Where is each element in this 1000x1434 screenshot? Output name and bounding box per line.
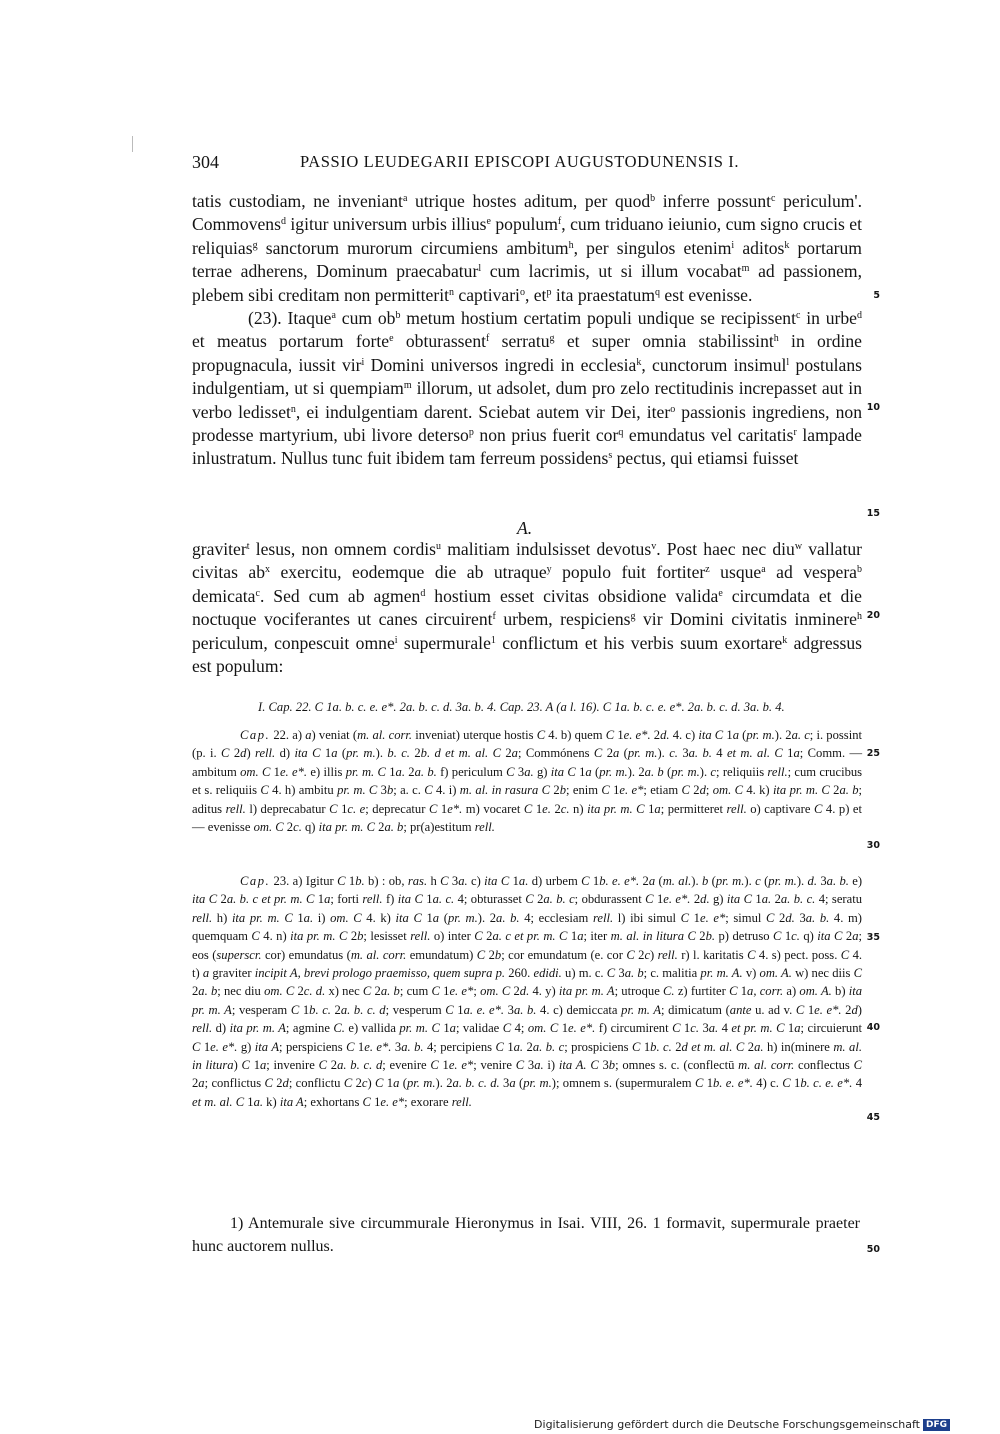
credit-text: Digitalisierung gefördert durch die Deutsche Forschungsgemeinschaft	[534, 1418, 920, 1431]
footnote	[192, 1212, 860, 1258]
digitization-credit	[534, 1418, 950, 1431]
line-number-40: 40	[866, 1022, 880, 1033]
main-text	[192, 190, 862, 471]
line-number-30: 30	[866, 840, 880, 851]
apparatus-heading: I. Cap. 22. C 1a. b. c. e. e*. 2a. b. c. d. 3a. b. 4. Cap. 23. A (a l. 16). C 1a. b. c. e. e*. 2a. b. c. d. 3a. b. 4.	[258, 700, 785, 714]
line-number-50: 50	[866, 1244, 880, 1255]
footnote-text: Antemurale sive circummurale Hieronymus in Isai. VIII, 26. 1 formavit, supermurale praeter hunc auctorem nullus.	[192, 1215, 860, 1255]
dfg-logo: DFG	[923, 1419, 950, 1431]
siglum-a: A.	[517, 518, 533, 538]
paragraph-22-end: tatis custodiam, ne inveniant$^a$ utrique hostes aditum, per quod$^b$ inferre possunt$^c$ periculum'. Commovens$^d$ igitur universum urbis illius$^e$ populum$^f$, cum triduano ieiunio, cum signo crucis et reliquias$^g$ sanctorum murorum circumiens ambitum$^h$, per singulos etenim$^i$ aditos$^k$ portarum terrae adherens, Dominum praecabatur$^l$ cum lacrimis, ut si illum vocabat$^m$ ad passionem, plebem sibi creditam non permitterit$^n$ captivari$^o$, $et^p$ ita praestatum$^q$ est evenisse.	[192, 191, 863, 305]
line-number-20: 20	[866, 610, 880, 621]
apparatus-cap-22: Cap. 22. a) a) veniat (m. al. corr. inveniat) uterque hostis C 4. b) quem C 1e. e*. 2d. 4. c) ita C 1a (pr. m.). 2a. c; i. possint (p. i. C 2d) rell. d) ita C 1a (pr. m.). b. c. 2b. d et m. al. C 2a; Commónens C 2a (pr. m.). c. 3a. b. 4 et m. al. C 1a; Comm. — ambitum om. C 1e. e*. e) illis pr. m. C 1a. 2a. b. f) periculum C 3a. g) ita C 1a (pr. m.). 2a. b (pr. m.). c; reliquiis rell.; cum crucibus et s. reliquiis C 4. h) ambitu pr. m. C 3b; a. c. C 4. i) m. al. in rasura C 2b; enim C 1e. e*; etiam C 2d; om. C 4. k) ita pr. m. C 2a. b; aditus rell. l) deprecabatur C 1c. e; deprecatur C 1e*. m) vocaret C 1e. 2c. n) ita pr. m. C 1a; permitteret rell. o) captivare C 4. p) et — evenisse om. C 2c. q) ita pr. m. C 2a. b; pr(a)estitum rell.	[192, 728, 863, 835]
line-number-10: 10	[866, 402, 880, 413]
line-number-25: 25	[866, 748, 880, 759]
page-number: 304	[192, 152, 219, 172]
line-number-15: 15	[866, 508, 880, 519]
footnote-number: 1)	[230, 1215, 244, 1232]
main-text-continued: graviter$^t$ lesus, non omnem cordis$^u$ malitiam indulsisset devotus$^v$. Post haec nec diu$^w$ vallatur civitas $ab^x$ exercitu, eodemque die ab utraque$^y$ populo fuit fortiter$^z$ usque$^a$ ad vespera$^b$ demicata$^c$. Sed cum ab agmen$^d$ hostium esset civitas obsidione valida$^e$ circumdata et die noctuque vociferantes ut canes circuirent$^f$ urbem, respiciens$^g$ vir Domini civitatis inminere$^h$ periculum, conpescuit omne$^i$ supermurale$^1$ conflictum et his verbis suum exortare$^k$ adgressus est populum:	[192, 539, 862, 677]
line-number-5: 5	[873, 290, 880, 301]
paragraph-23: (23). Itaque$^a$ cum $ob^b$ metum hostium certatim populi undique se recipissent$^c$ in urbe$^d$ et meatus portarum forte$^e$ obturassent$^f$ serratu$^g$ et super omnia stabilissint$^h$ in ordine propugnacula, iussit vir$^i$ Domini universos ingredi in ecclesia$^k$, cunctorum insimul$^l$ postulans indulgentiam, ut si quempiam$^m$ illorum, ut adsolet, dum pro zelo rectitudinis increpasset aut in verbo ledisset$^n$, ei indulgentiam darent. Sciebat autem vir Dei, iter$^o$ passionis ingrediens, non prodesse martyrium, ubi livore deterso$^p$ non prius fuerit cor$^q$ emundatus vel caritatis$^r$ lampade inlustratum. Nullus tunc fuit ibidem tam ferreum possidens$^s$ pectus, qui etiamsi fuisset	[192, 308, 862, 469]
line-number-35: 35	[866, 932, 880, 943]
running-title: PASSIO LEUDEGARII EPISCOPI AUGUSTODUNENSIS I.	[300, 152, 740, 171]
apparatus-cap-23: Cap. 23. a) Igitur C 1b. b) : ob, ras. h C 3a. c) ita C 1a. d) urbem C 1b. e. e*. 2a (m. al.). b (pr. m.). c (pr. m.). d. 3a. b. e) ita C 2a. b. c et pr. m. C 1a; forti rell. f) ita C 1a. c. 4; obturasset C 2a. b. c; obdurassent C 1e. e*. 2d. g) ita C 1a. 2a. b. c. 4; seratu rell. h) ita pr. m. C 1a. i) om. C 4. k) ita C 1a (pr. m.). 2a. b. 4; ecclesiam rell. l) ibi simul C 1e. e*; simul C 2d. 3a. b. 4. m) quemquam C 4. n) ita pr. m. C 2b; lesisset rell. o) inter C 2a. c et pr. m. C 1a; iter m. al. in litura C 2b. p) detruso C 1c. q) ita C 2a; eos (superscr. cor) emundatus (m. al. corr. emundatum) C 2b; cor emundatum (e. cor C 2c) rell. r) l. karitatis C 4. s) pect. poss. C 4. t) a graviter incipit A, brevi prologo praemisso, quem supra p. 260. edidi. u) m. c. C 3a. b; c. malitia pr. m. A. v) om. A. w) nec diis C 2a. b; nec diu om. C 2c. d. x) nec C 2a. b; cum C 1e. e*; om. C 2d. 4. y) ita pr. m. A; utroque C. z) furtiter C 1a, corr. a) om. A. b) ita pr. m. A; vesperam C 1b. c. 2a. b. c. d; vesperum C 1a. e. e*. 3a. b. 4. c) demiccata pr. m. A; dimicatum (ante u. ad v. C 1e. e*. 2d) rell. d) ita pr. m. A; agmine C. e) vallida pr. m. C 1a; validae C 4; om. C 1e. e*. f) circumirent C 1c. 3a. 4 et pr. m. C 1a; circuierunt C 1e. e*. g) ita A; perspiciens C 1e. e*. 3a. b. 4; percipiens C 1a. 2a. b. c; prospiciens C 1b. c. 2d et m. al. C 2a. h) in(minere m. al. in litura) C 1a; invenire C 2a. b. c. d; evenire C 1e. e*; venire C 3a. i) ita A. C 3b; omnes s. c. (conflectū m. al. corr. conflectus C 2a; conflictus C 2d; conflictu C 2c) C 1a (pr. m.). 2a. b. c. d. 3a (pr. m.); omnem s. (supermuralem C 1b. e. e*. 4) c. C 1b. c. e. e*. 4 et m. al. C 1a. k) ita A; exhortans C 1e. e*; exorare rell.	[192, 874, 863, 1109]
margin-mark	[132, 136, 133, 152]
line-number-45: 45	[866, 1112, 880, 1123]
